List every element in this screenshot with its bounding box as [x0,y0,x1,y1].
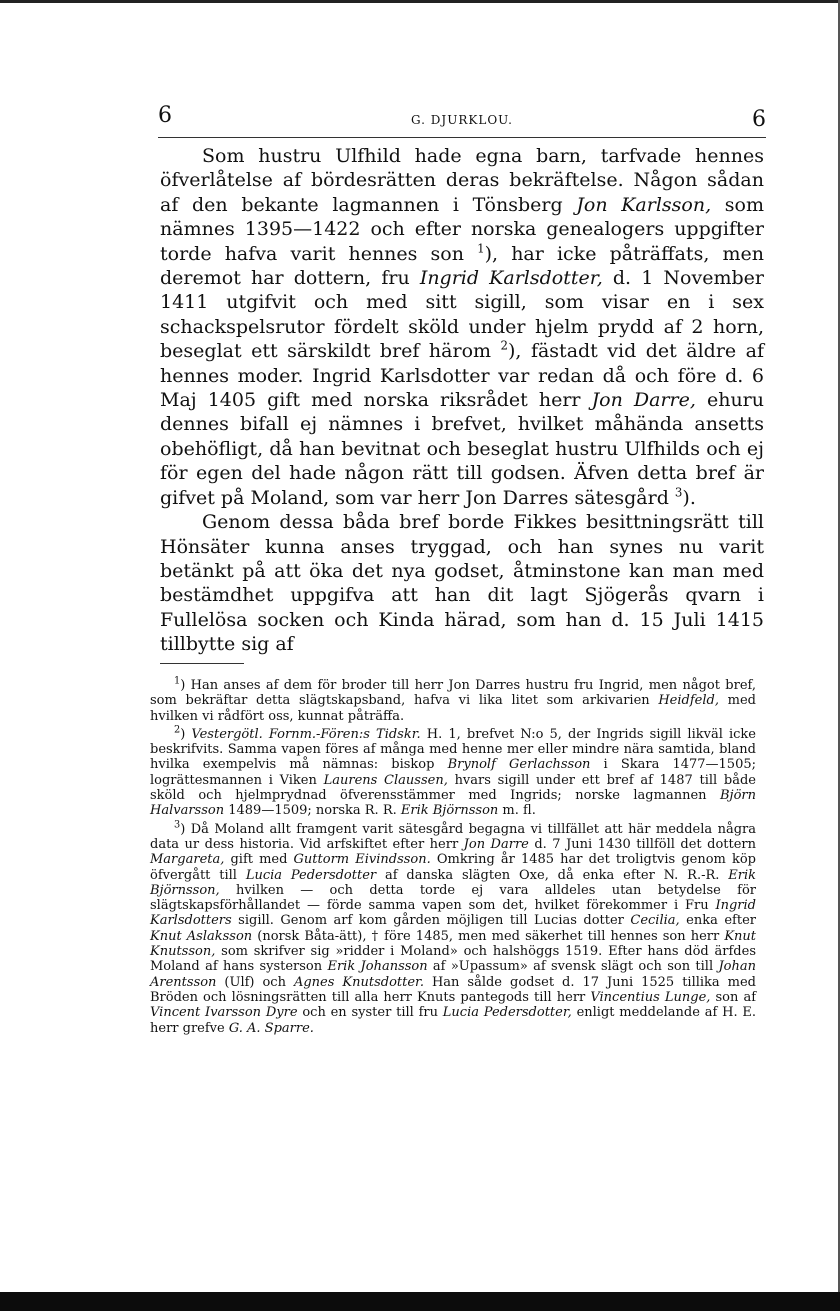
page-header [158,103,766,133]
running-head: G. DJURKLOU. [411,113,513,127]
scan-top-edge [0,0,840,3]
footnote-rule [160,663,244,664]
scan-bottom-edge [0,1292,840,1311]
footnote-ref-2: 2 [500,338,509,353]
page-number-right: 6 [752,107,766,132]
footnote-3: $^3$) Då Moland allt framgent varit sätesgård begagna vi tillfället att här meddela några data ur dess historia. Vid arfskiftet efter herr Jon Darre d. 7 Juni 1430 tillföll det dottern Margareta, gift med Guttorm Eivindsson. Omkring år 1485 har det troligtvis genom köp öfvergått till Lucia Pedersdotter af danska slägten Oxe, då enka efter N. R.-R. Erik Björnsson, hvilken — och detta torde ej vara alldeles utan betydelse för slägtskapsförhållandet — förde samma vapen som det, hvilket förekommer i Fru Ingrid Karlsdotters sigill. Genom arf kom gården möjligen till Lucias dotter Cecilia, enka efter Knut Aslaksson (norsk Båta-ätt), † före 1485, men med säkerhet till hennes son herr Knut Knutsson, som skrifver sig »ridder i Moland» och halshöggs 1519. Efter hans död ärfdes Moland af hans systerson Erik Johansson af »Upassum» af svensk slägt och son till Johan Arentsson (Ulf) och Agnes Knutsdotter. Han sålde godset d. 17 Juni 1525 tillika med Bröden och lösningsrätten till alla herr Knuts pantegods till herr Vincentius Lunge, son af Vincent Ivarsson Dyre och en syster till fru Lucia Pedersdotter, enligt meddelande af H. E. herr grefve G. A. Sparre. [150,819,757,1036]
main-text [160,144,764,657]
paragraph-1: Som hustru Ulfhild hade egna barn, tarfvade hennes öfverlåtelse af bördesrätten deras bekräftelse. Någon sådan af den bekante lagmannen i Tönsberg Jon Karlsson, som nämnes 1395—1422 och efter norska genealogers uppgifter torde hafva varit hennes son $^1$), har icke påträffats, men deremot har dottern, fru Ingrid Karlsdotter, d. 1 November 1411 utgifvit och med sitt sigill, som visar en i sex schackspelsrutor fördelt sköld under hjelm prydd af 2 horn, beseglat ett särskildt bref härom $^2$), fästadt vid det äldre af hennes moder. Ingrid Karlsdotter var redan då och före d. 6 Maj 1405 gift med norska riksrådet herr Jon Darre, ehuru dennes bifall ej nämnes i brefvet, hvilket måhända ansetts obehöfligt, då han bevitnat och beseglat hustru Ulfhilds och ej för egen del hade någon rätt till godsen. Äfven detta bref är gifvet på Moland, som var herr Jon Darres sätesgård $^3$). [160,145,765,509]
footnotes [150,675,757,1039]
footnote-ref-1: 1 [477,241,485,256]
page-number-left: 6 [158,103,172,128]
footnote-2: $^2$) Vestergötl. Fornm.-Fören:s Tidskr. H. 1, brefvet N:o 5, der Ingrids sigill likväl icke beskrifvits. Samma vapen föres af många med henne mer eller mindre nära samtida, bland hvilka exempelvis må nämnas: biskop Brynolf Gerlachsson i Skara 1477—1505; logrättesmannen i Viken Laurens Claussen, hvars sigill under ett bref af 1487 till både sköld och hjelmprydnad öfverensstämmer med Ingrids; norske lagmannen Björn Halvarsson 1489—1509; norska R. R. Erik Björnsson m. fl. [150,724,757,819]
header-rule [158,137,766,138]
footnote-ref-3: 3 [674,485,683,500]
paragraph-2: Genom dessa båda bref borde Fikkes besittningsrätt till Hönsäter kunna anses tryggad, och han synes nu varit betänkt på att öka det nya godset, åtminstone kan man med bestämdhet uppgifva att han dit lagt Sjögerås qvarn i Fullelösa socken och Kinda härad, som han d. 15 Juli 1415 tillbytte sig af [160,511,764,656]
footnote-1: $^1$) Han anses af dem för broder till herr Jon Darres hustru fru Ingrid, men något bref, som bekräftar detta slägtskapsband, hafva vi lika litet som arkivarien Heidfeld, med hvilken vi rådfört oss, kunnat påträffa. [150,675,756,724]
